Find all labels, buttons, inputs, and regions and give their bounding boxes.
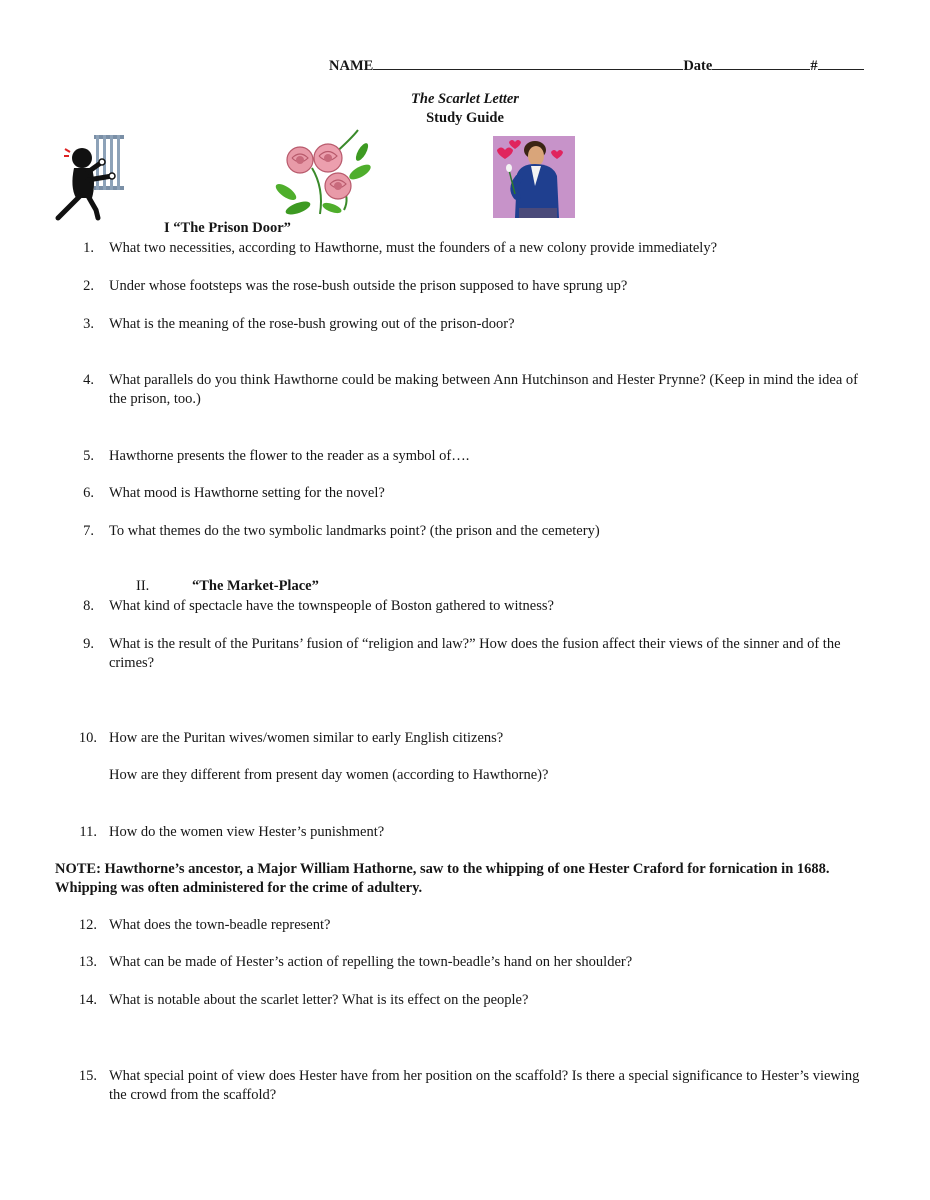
date-label: Date xyxy=(683,58,713,74)
question-text: What special point of view does Hester have from her position on the scaffold? Is there a special significance to Hester’s viewing the crowd from the scaffold? xyxy=(109,1068,860,1103)
section-2-numeral: II. xyxy=(136,578,150,594)
question-number: 6. xyxy=(83,485,94,501)
name-blank[interactable] xyxy=(373,55,683,70)
question-number: 7. xyxy=(83,523,94,539)
question-text: What kind of spectacle have the townspeople of Boston gathered to witness? xyxy=(109,598,554,614)
question-number: 14. xyxy=(78,992,97,1008)
question-text: What parallels do you think Hawthorne could be making between Ann Hutchinson and Hester Prynne? (Keep in mind the idea of the prison, too.) xyxy=(109,372,858,407)
question-text: Hawthorne presents the flower to the reader as a symbol of…. xyxy=(109,448,470,464)
prisoner-clipart-icon xyxy=(52,132,132,222)
question-number: 10. xyxy=(78,730,97,746)
question-number: 4. xyxy=(83,372,94,388)
question-text: What two necessities, according to Hawthorne, must the founders of a new colony provide immediately? xyxy=(109,240,718,256)
question-text: How are the Puritan wives/women similar to early English citizens? xyxy=(109,730,504,746)
guide-subtitle: Study Guide xyxy=(426,110,504,126)
question-number: 9. xyxy=(83,636,94,652)
question-number: 1. xyxy=(83,240,94,256)
header-fields xyxy=(329,55,864,75)
question-text: What does the town-beadle represent? xyxy=(109,917,331,933)
question-text: To what themes do the two symbolic landmarks point? (the prison and the cemetery) xyxy=(109,523,600,539)
question-text: What is the meaning of the rose-bush growing out of the prison-door? xyxy=(109,316,515,332)
roses-clipart-icon xyxy=(272,128,372,218)
question-text: What can be made of Hester’s action of repelling the town-beadle’s hand on her shoulder? xyxy=(109,954,633,970)
question-number: 5. xyxy=(83,448,94,464)
question-text: What mood is Hawthorne setting for the novel? xyxy=(109,485,385,501)
question-number: 11. xyxy=(79,824,97,840)
question-text: What is notable about the scarlet letter? What is its effect on the people? xyxy=(109,992,529,1008)
question-followup-text: How are they different from present day women (according to Hawthorne)? xyxy=(109,767,549,783)
section-2-heading: “The Market-Place” xyxy=(192,578,319,594)
question-number: 2. xyxy=(83,278,94,294)
question-number: 15. xyxy=(78,1068,97,1084)
number-blank[interactable] xyxy=(818,55,864,70)
question-number: 12. xyxy=(78,917,97,933)
date-blank[interactable] xyxy=(712,55,810,70)
section-1-heading: I “The Prison Door” xyxy=(164,220,291,236)
book-title: The Scarlet Letter xyxy=(411,91,519,107)
question-text: What is the result of the Puritans’ fusion of “religion and law?” How does the fusion affect their views of the sinner and of the crimes? xyxy=(109,636,841,671)
historical-note: NOTE: Hawthorne’s ancestor, a Major William Hathorne, saw to the whipping of one Hester Craford for fornication in 1688. Whipping was often administered for the crime of adultery. xyxy=(55,861,830,896)
question-number: 3. xyxy=(83,316,94,332)
number-label: # xyxy=(810,58,818,74)
question-text: How do the women view Hester’s punishment? xyxy=(109,824,385,840)
man-with-rose-clipart-icon xyxy=(493,136,575,218)
question-number: 8. xyxy=(83,598,94,614)
name-label: NAME xyxy=(329,58,374,74)
question-number: 13. xyxy=(78,954,97,970)
question-text: Under whose footsteps was the rose-bush outside the prison supposed to have sprung up? xyxy=(109,278,628,294)
